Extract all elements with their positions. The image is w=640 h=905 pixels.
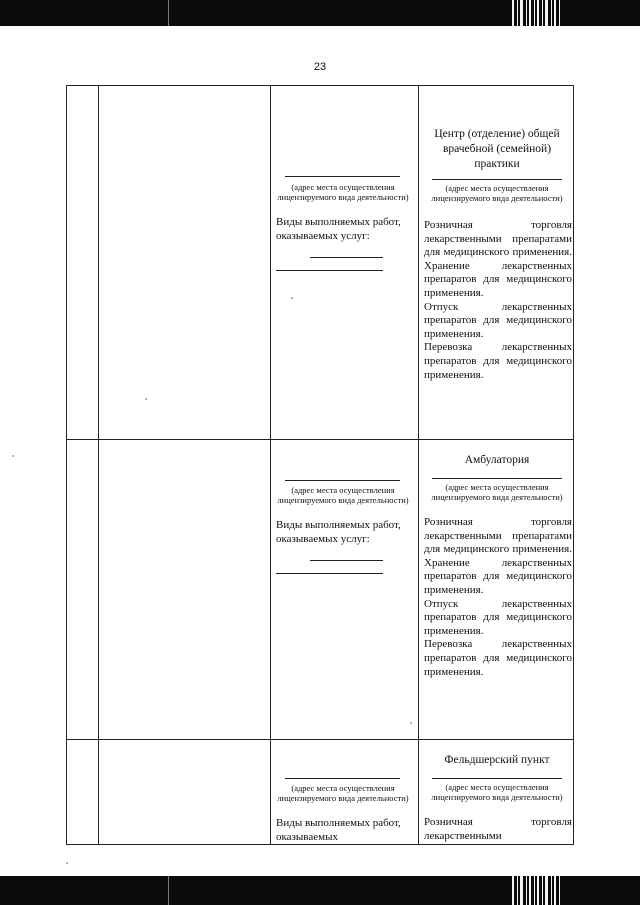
works-label-text: Виды выполняемых работ, оказываемых услуг: bbox=[276, 519, 401, 545]
works-label bbox=[276, 816, 416, 844]
works-label-text: Виды выполняемых работ, оказываемых bbox=[276, 817, 401, 843]
works-label bbox=[276, 215, 416, 243]
work-item: Хранение лекарственных препаратов для медицинского применения. bbox=[424, 259, 572, 299]
works-list bbox=[424, 219, 572, 382]
facility-title: Центр (отделение) общей врачебной (семейной) практики bbox=[434, 128, 560, 170]
facility-title: Фельдшерский пункт bbox=[444, 754, 550, 766]
works-label-text: Виды выполняемых работ, оказываемых услуг: bbox=[276, 216, 401, 242]
facility-title: Амбулатория bbox=[464, 454, 530, 466]
license-table bbox=[66, 85, 574, 845]
work-item: Розничная торговля лекарственными препаратами для медицинского применения. bbox=[424, 219, 572, 259]
address-caption: (адрес места осуществления лицензируемого вида деятельности) bbox=[431, 482, 563, 502]
work-item: Розничная торговля лекарственными препаратами для медицинского применения. bbox=[424, 516, 572, 556]
work-item: Отпуск лекарственных препаратов для медицинского применения. bbox=[424, 597, 572, 637]
work-item: Отпуск лекарственных препаратов для медицинского применения. bbox=[424, 300, 572, 340]
address-caption: (адрес места осуществления лицензируемого вида деятельности) bbox=[277, 783, 409, 803]
scan-border-bottom bbox=[0, 876, 640, 905]
barcode bbox=[510, 0, 565, 26]
address-caption: (адрес места осуществления лицензируемого вида деятельности) bbox=[277, 485, 409, 505]
address-caption: (адрес места осуществления лицензируемого вида деятельности) bbox=[431, 782, 563, 802]
table-row bbox=[66, 85, 574, 439]
address-caption: (адрес места осуществления лицензируемого вида деятельности) bbox=[431, 183, 563, 203]
table-row bbox=[66, 740, 574, 845]
works-list bbox=[424, 816, 572, 843]
address-caption: (адрес места осуществления лицензируемого вида деятельности) bbox=[277, 182, 409, 202]
scan-border-top bbox=[0, 0, 640, 26]
barcode bbox=[510, 876, 565, 905]
work-item: Розничная торговля лекарственными bbox=[424, 816, 572, 842]
page-number: 23 bbox=[313, 61, 327, 73]
work-item: Перевозка лекарственных препаратов для медицинского применения. bbox=[424, 341, 572, 381]
work-item: Перевозка лекарственных препаратов для медицинского применения. bbox=[424, 638, 572, 678]
table-row bbox=[66, 440, 574, 739]
works-label bbox=[276, 518, 416, 546]
works-list bbox=[424, 516, 572, 679]
work-item: Хранение лекарственных препаратов для медицинского применения. bbox=[424, 556, 572, 596]
